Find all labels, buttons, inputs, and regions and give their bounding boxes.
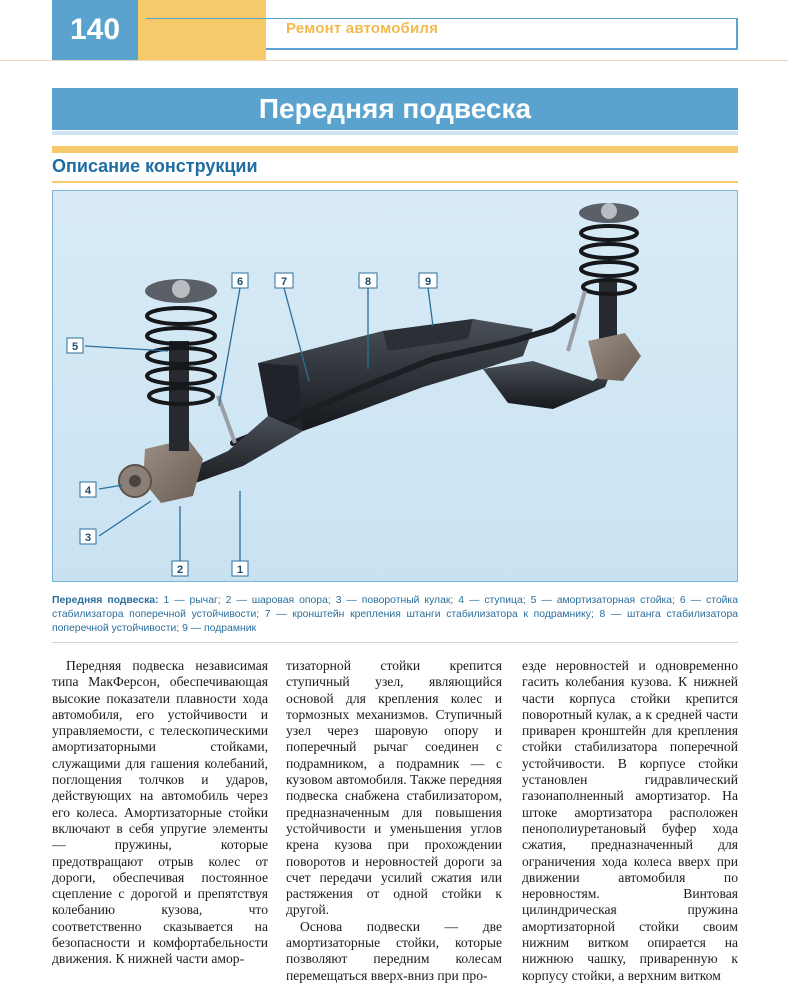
suspension-figure [52,190,738,582]
subheading: Описание конструкции [52,156,258,176]
caption-title: Передняя подвеска: [52,595,159,606]
callout-8 [359,273,377,288]
svg-text:4: 4 [84,485,92,497]
callout-5 [67,338,83,353]
header-baseline [0,60,788,61]
section-title-underline [52,131,738,135]
svg-text:3: 3 [84,532,92,544]
body-column-1 [52,658,268,968]
callout-7 [275,273,293,288]
callout-9 [419,273,437,288]
callout-2 [172,561,188,576]
callout-1 [232,561,248,576]
svg-text:6: 6 [236,276,244,288]
svg-text:5: 5 [71,341,79,353]
subheading-underline [52,181,738,183]
svg-text:7: 7 [280,276,288,288]
right-lower-arm-shape [483,361,613,409]
figure-caption [52,594,738,636]
section-title: Передняя подвеска [52,88,738,130]
callout-4 [80,482,96,497]
body-column-2 [286,658,502,984]
body-paragraph: езде неровностей и одновременно гасить колебания кузова. К нижней части корпуса стойки крепится поворотный кулак, а к средней части приварен кронштейн для крепления стойки стабилизатора поперечной устойчивости. В корпусе стойки установлен гидравлический газонаполненный амортизатор. На штоке амортизатора расположен пенополиуретановый буфер хода сжатия, предназначенный для ограничения хода колеса вверх при движении автомобиля по неровностям. Винтовая цилиндрическая пружина амортизаторной стойки своим нижним витком опирается на нижнюю чашку, приваренную к корпусу стойки, а верхним витком [522,658,738,983]
body-paragraph: Основа подвески — две амортизаторные стойки, которые позволяют передним колесам перемещаться вверх-вниз при про- [286,918,502,983]
caption-rule [52,642,738,643]
callout-3 [80,529,96,544]
svg-text:1: 1 [236,564,244,576]
body-paragraph: тизаторной стойки крепится ступичный узел, являющийся основой для крепления колес и тормозных механизмов. Ступичный узел через шаровую опору и поперечный рычаг соединен с подрамником, а подрамник — с кузовом автомобиля. Также передняя подвеска снабжена стабилизатором, предназначенным для повышения устойчивости и уменьшения углов крена кузова при прохождении поворотов и неровностей дороги за счет передачи усилий сжатия или растяжения от одной стойки к другой. [286,658,502,918]
caption-items: 1 — рычаг; 2 — шаровая опора; 3 — поворотный кулак; 4 — ступица; 5 — амортизаторная стойка; 6 — стойка стабилизатора поперечной устойчивости; 7 — кронштейн крепления штанги стабилизатора к подрамнику; 8 — штанга стабилизатора поперечной устойчивости; 9 — подрамник [52,595,738,634]
body-paragraph: Передняя подвеска независимая типа МакФерсон, обеспечивающая высокие показатели плавности хода автомобиля, его устойчивости и управляемости, с телескопическими амортизаторными стойками, служащими для гашения колебаний, поглощения толчков и ударов, действующих на автомобиль через его колеса. Амортизаторные стойки включают в себя упругие элементы — пружины, которые предотвращают отрыв колес от дороги, обеспечивая постоянное сцепление с дорогой и препятствуя колебанию кузова, что соответственно сказывается на безопасности и комфортабельности движения. К нижней части амор- [52,658,268,967]
right-strut-shape [568,203,641,381]
svg-text:2: 2 [176,564,184,576]
callout-6 [232,273,248,288]
left-stabilizer-link-shape [218,396,235,443]
header-rule-top [146,18,738,19]
svg-text:9: 9 [424,276,432,288]
header-accent-block [138,0,266,60]
header-rule-right [736,18,738,50]
svg-text:8: 8 [364,276,372,288]
left-knuckle-shape [119,439,203,503]
left-strut-shape [145,279,217,451]
subheading-rule [52,146,738,153]
suspension-illustration [53,191,737,581]
running-head: Ремонт автомобиля [286,20,439,37]
header-rule-bottom [266,48,738,50]
body-column-3 [522,658,738,984]
page-number: 140 [52,0,138,60]
